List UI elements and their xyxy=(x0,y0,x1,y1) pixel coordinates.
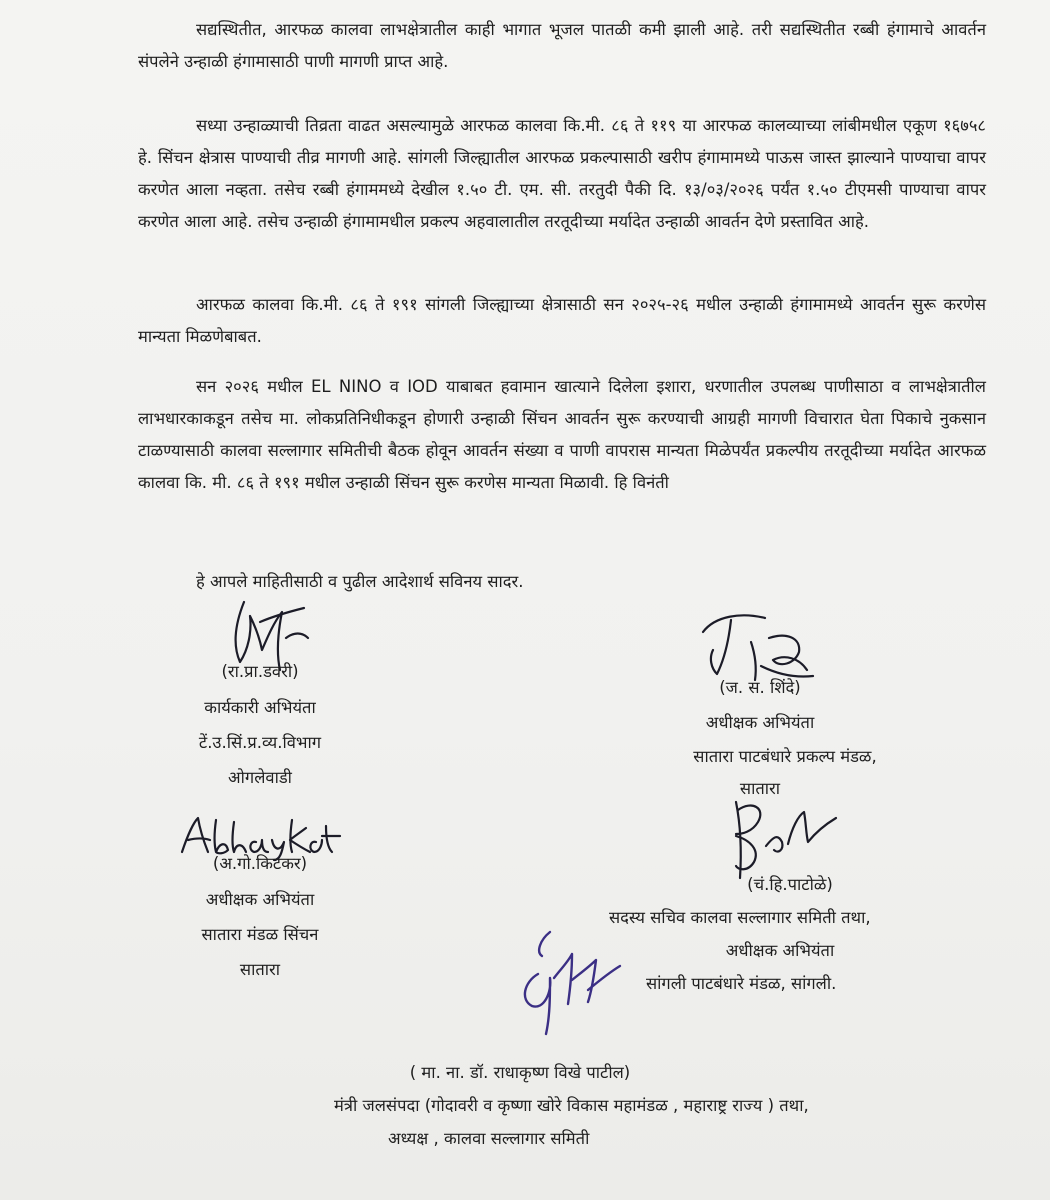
left-top-office: टें.उ.सिं.प्र.व्य.विभाग xyxy=(198,733,322,752)
right-mid-title: सदस्य सचिव कालवा सल्लागार समिती तथा, xyxy=(609,908,871,927)
right-mid-name: (चं.हि.पाटोळे) xyxy=(747,875,833,894)
paragraph-groundwater: सद्यस्थितीत, आरफळ कालवा लाभक्षेत्रातील काही भागात भूजल पातळी कमी झाली आहे. तरी सद्यस्थितीत रब्बी हंगामाचे आवर्तन संपलेने उन्हाळी हंगामासाठी पाणी मागणी प्राप्त आहे. xyxy=(138,20,986,71)
signature-minister xyxy=(510,930,630,1040)
left-top-name: (रा.प्रा.डवरी) xyxy=(221,662,299,681)
right-mid-office: सांगली पाटबंधारे मंडळ, सांगली. xyxy=(646,974,837,993)
left-top-place: ओगलेवाडी xyxy=(228,768,292,787)
left-mid-place: सातारा xyxy=(239,960,281,979)
left-mid-office: सातारा मंडळ सिंचन xyxy=(201,925,319,944)
minister-name: ( मा. ना. डॉ. राधाकृष्ण विखे पाटील) xyxy=(409,1063,631,1082)
right-top-place: सातारा xyxy=(739,779,781,798)
left-mid-title: अधीक्षक अभियंता xyxy=(205,890,315,909)
closing-line: हे आपले माहितीसाठी व पुढील आदेशार्थ सविनय सादर. xyxy=(196,572,524,591)
minister-title: मंत्री जलसंपदा (गोदावरी व कृष्णा खोरे विकास महामंडळ , महाराष्ट्र राज्य ) तथा, xyxy=(334,1096,809,1115)
paragraph-request: सन २०२६ मधील EL NINO व IOD याबाबत हवामान खात्याने दिलेला इशारा, धरणातील उपलब्ध पाणीसाठा व लाभक्षेत्रातील लाभधारकाकडून तसेच मा. लोकप्रतिनिधीकडून होणारी उन्हाळी सिंचन आवर्तन सुरू करण्याची आग्रही मागणी विचारात घेता पिकाचे नुकसान टाळण्यासाठी कालवा सल्लागार समितीची बैठक होवून आवर्तन संख्या व पाणी वापरास मान्यता मिळेपर्यंत प्रकल्पीय तरतूदीच्या मर्यादेत आरफळ कालवा कि. मी. ८६ ते १९१ मधील उन्हाळी सिंचन सुरू करणेस मान्यता मिळावी. हि विनंती xyxy=(138,377,986,492)
right-top-name: (ज. स. शिंदे) xyxy=(719,678,801,697)
left-mid-name: (अ.गो.किटकर) xyxy=(212,854,308,873)
right-top-title: अधीक्षक अभियंता xyxy=(705,713,815,732)
minister-role: अध्यक्ष , कालवा सल्लागार समिती xyxy=(388,1129,590,1148)
right-top-office: सातारा पाटबंधारे प्रकल्प मंडळ, xyxy=(693,747,877,766)
signature-patole xyxy=(722,790,842,886)
paragraph-subject: आरफळ कालवा कि.मी. ८६ ते १९१ सांगली जिल्ह्याच्या क्षेत्रासाठी सन २०२५-२६ मधील उन्हाळी हंगामामध्ये आवर्तन सुरू करणेस मान्यता मिळणेबाबत. xyxy=(138,295,986,346)
left-top-title: कार्यकारी अभियंता xyxy=(204,698,316,717)
paragraph-summer-demand: सध्या उन्हाळ्याची तिव्रता वाढत असल्यामुळे आरफळ कालवा कि.मी. ८६ ते ११९ या आरफळ कालव्याच्या लांबीमधील एकूण १६७५८ हे. सिंचन क्षेत्रास पाण्याची तीव्र मागणी आहे. सांगली जिल्ह्यातील आरफळ प्रकल्पासाठी खरीप हंगामामध्ये पाऊस जास्त झाल्याने पाण्याचा वापर करणेत आला नव्हता. तसेच रब्बी हंगाममध्ये देखील १.५० टी. एम. सी. तरतुदी पैकी दि. १३/०३/२०२६ पर्यंत १.५० टीएमसी पाण्याचा वापर करणेत आला आहे. तसेच उन्हाळी हंगामामधील प्रकल्प अहवालातील तरतूदीच्या मर्यादेत उन्हाळी आवर्तन देणे प्रस्तावित आहे. xyxy=(138,116,986,231)
right-mid-title2: अधीक्षक अभियंता xyxy=(725,941,835,960)
